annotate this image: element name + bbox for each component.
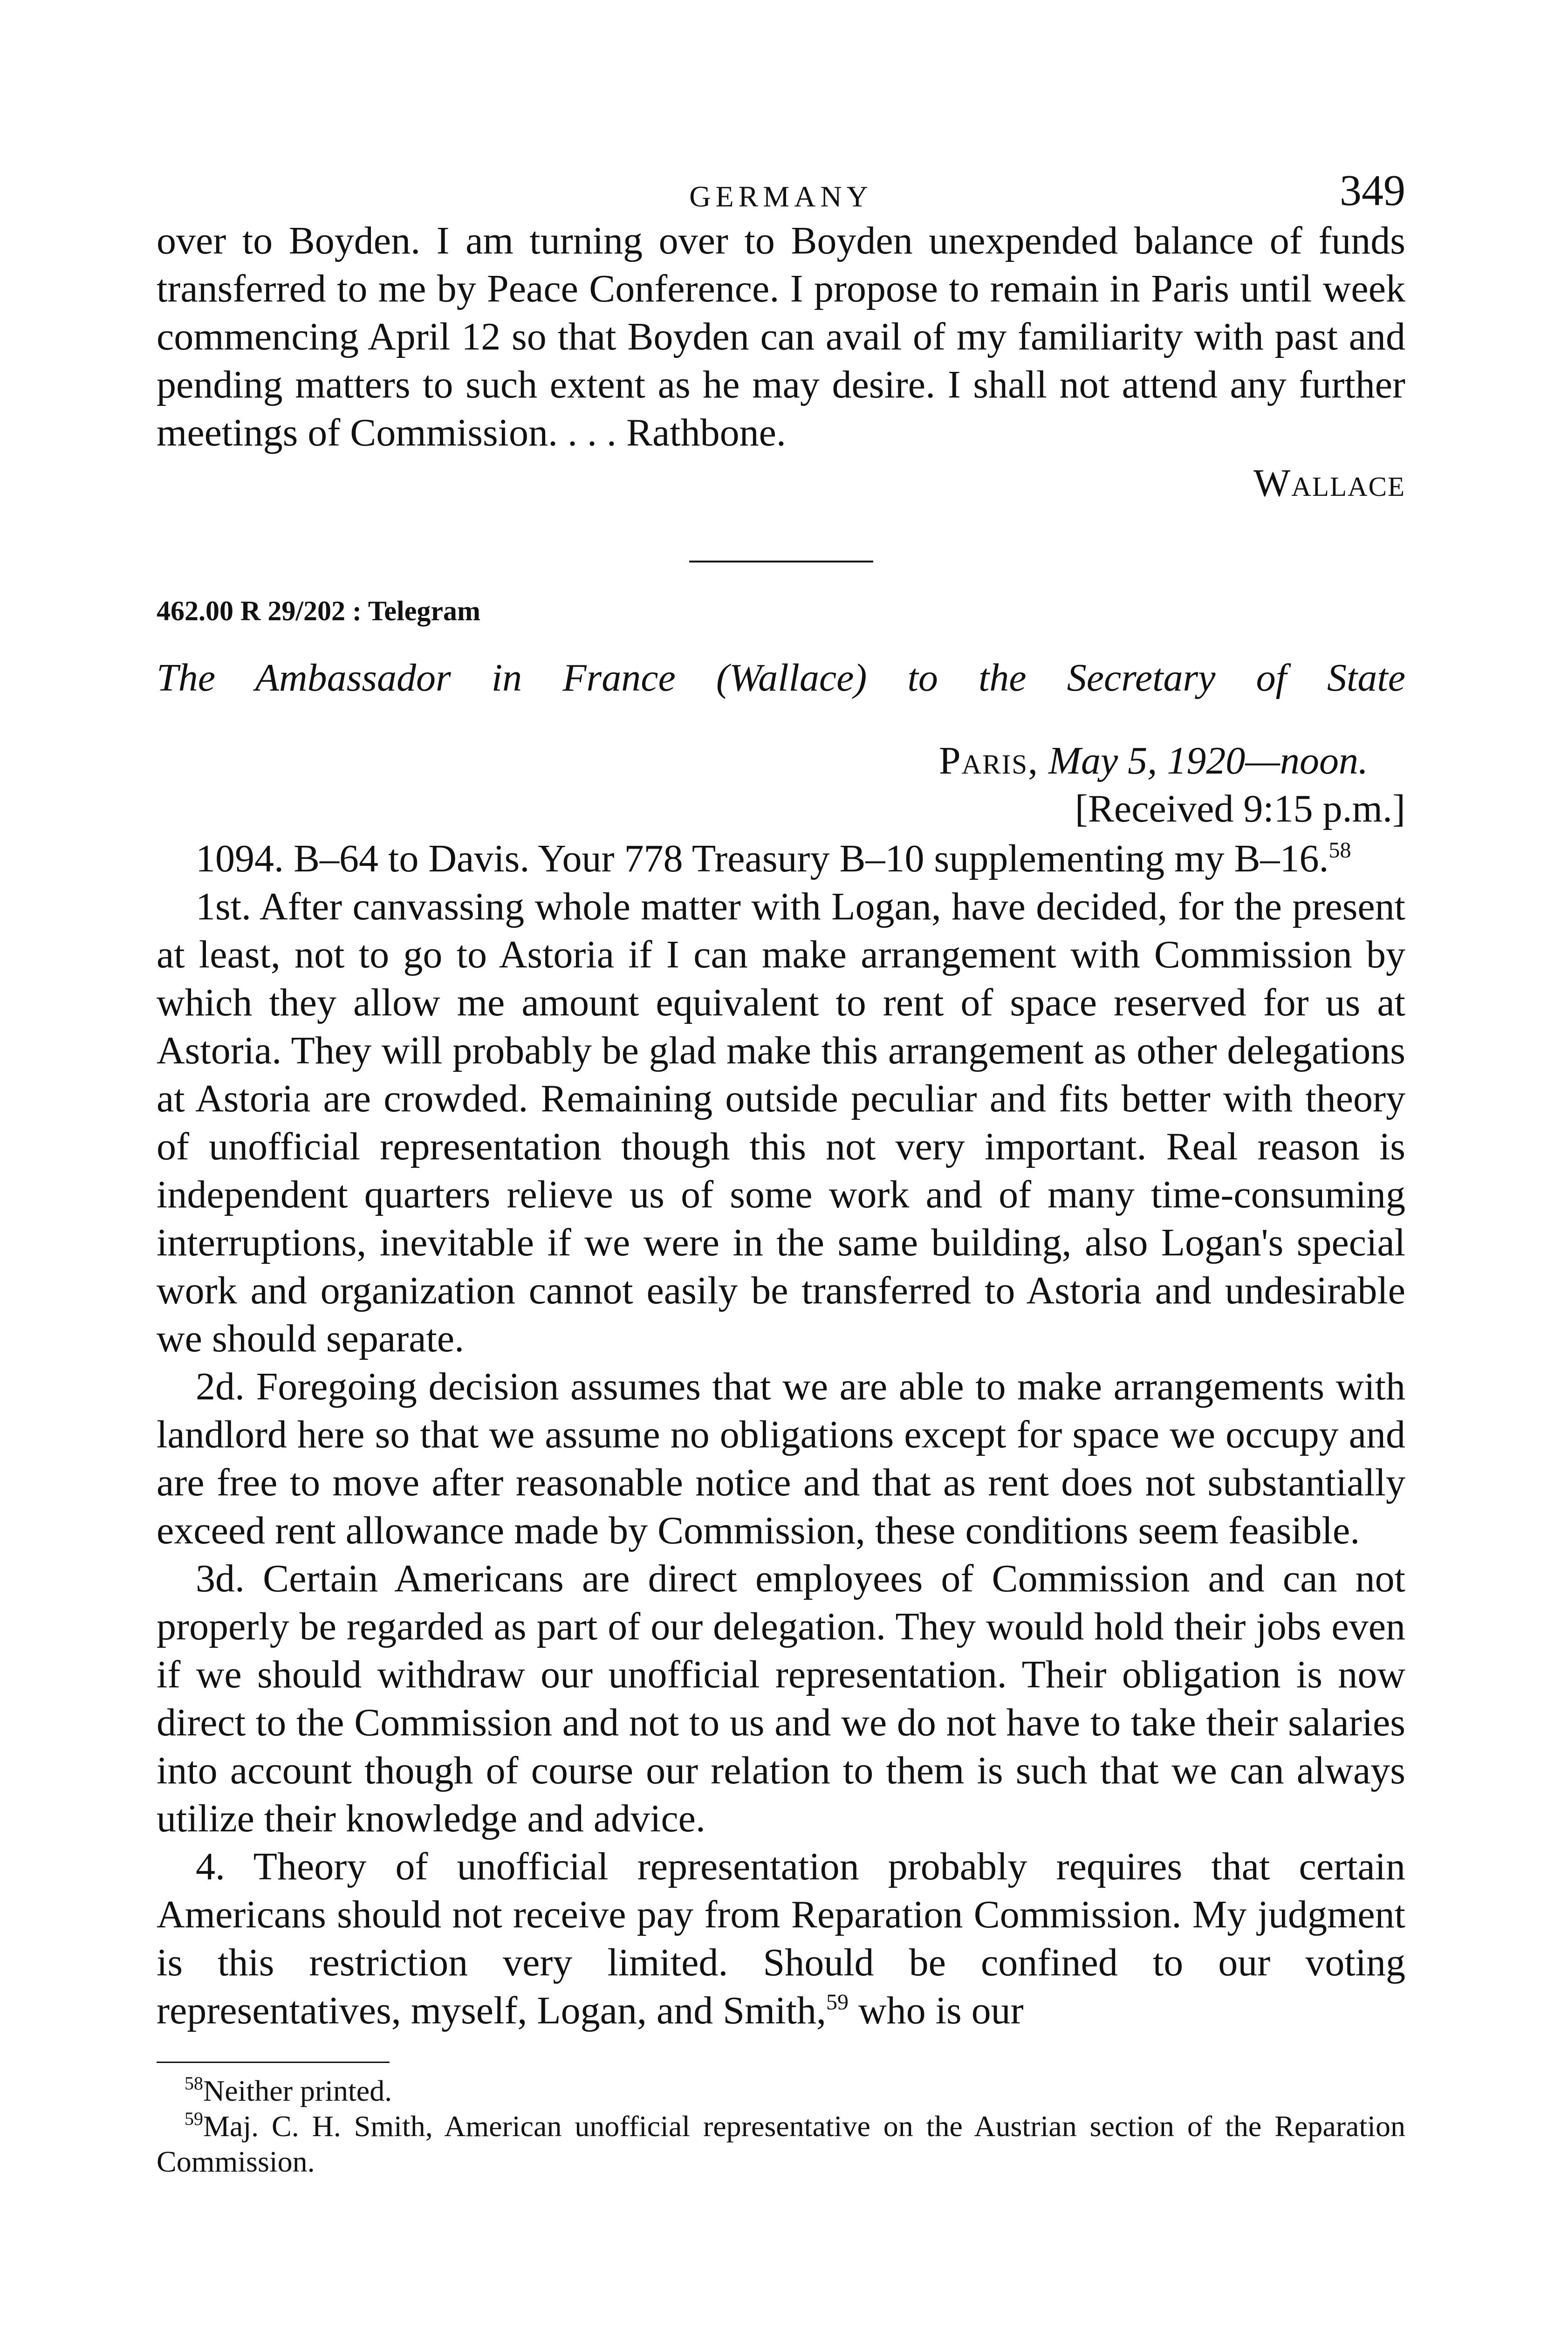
footnote-ref-58[interactable]: 58 [1328, 838, 1351, 863]
footnote-text: Neither printed. [203, 2074, 392, 2107]
paragraph-2: 2d. Foregoing decision assumes that we are able to make arrangements with landlord here so that we assume no obligations except for space we occupy and are free to move after reasonable notice and that as rent does not substantially exceed rent allowance made by Commission, these conditions seem feasible. [157, 1365, 1405, 1552]
paragraph-4 [157, 1843, 1405, 2035]
footnote-ref-59[interactable]: 59 [826, 1990, 849, 2015]
paragraph-4-text: 4. Theory of unofficial representation probably requires that certain Americans should not receive pay from Reparation Commission. My judgment is this restriction very limited. Should be confined to our voting representatives, myself, Logan, and Smith, [157, 1845, 1405, 2032]
footnote-59 [157, 2109, 1405, 2179]
paragraph-4-tail: who is our [848, 1989, 1024, 2032]
received-time: [Received 9:15 p.m.] [1075, 787, 1405, 830]
footnote-divider [157, 2062, 390, 2063]
footnote-text: Maj. C. H. Smith, American unofficial representative on the Austrian section of the Reparation Commission. [157, 2110, 1405, 2178]
file-reference: 462.00 R 29/202 : Telegram [157, 596, 480, 626]
page-number: 349 [1340, 166, 1405, 215]
running-head [157, 165, 1405, 217]
dateline [157, 737, 1405, 785]
paragraph-1: 1st. After canvassing whole matter with Logan, have decided, for the present at least, not to go to Astoria if I can make arrangement with Commission by which they allow me amount equivalent to rent of space reserved for us at Astoria. They will probably be glad make this arrangement as other delegations at Astoria are crowded. Remaining outside peculiar and fits better with theory of unofficial representation though this not very important. Real reason is independent quarters relieve us of some work and of many time-consuming interruptions, inevitable if we were in the same building, also Logan's special work and organization cannot easily be transferred to Astoria and undesirable we should separate. [157, 885, 1405, 1360]
footnote-mark: 59 [185, 2108, 203, 2129]
running-head-title: GERMANY [689, 180, 873, 213]
dateline-date: May 5, 1920—noon. [1048, 739, 1368, 782]
intro-text: 1094. B–64 to Davis. Your 778 Treasury B–10 supplementing my B–16. [196, 837, 1329, 880]
document-title: The Ambassador in France (Wallace) to the Secretary of State [157, 656, 1405, 699]
dateline-place: Paris, [938, 739, 1039, 782]
section-divider [689, 561, 873, 562]
footnote-58 [157, 2073, 1405, 2109]
paragraph-3: 3d. Certain Americans are direct employees of Commission and can not properly be regarded as part of our delegation. They would hold their jobs even if we should withdraw our unofficial representation. Their obligation is now direct to the Commission and not to us and we do not have to take their salaries into account though of course our relation to them is such that we can always utilize their knowledge and advice. [157, 1557, 1405, 1840]
footnote-mark: 58 [185, 2073, 203, 2094]
document-page [157, 165, 1405, 2179]
continued-paragraph: over to Boyden. I am turning over to Boyden unexpended balance of funds transferred to me by Peace Conference. I propose to remain in Paris until week commencing April 12 so that Boyden can avail of my familiarity with past and pending matters to such extent as he may desire. I shall not attend any further meetings of Commission. . . . Rathbone. [157, 219, 1405, 454]
footnotes [157, 2073, 1405, 2179]
signature: Wallace [1253, 461, 1405, 505]
intro-paragraph [157, 835, 1405, 883]
telegram-body [157, 835, 1405, 2035]
